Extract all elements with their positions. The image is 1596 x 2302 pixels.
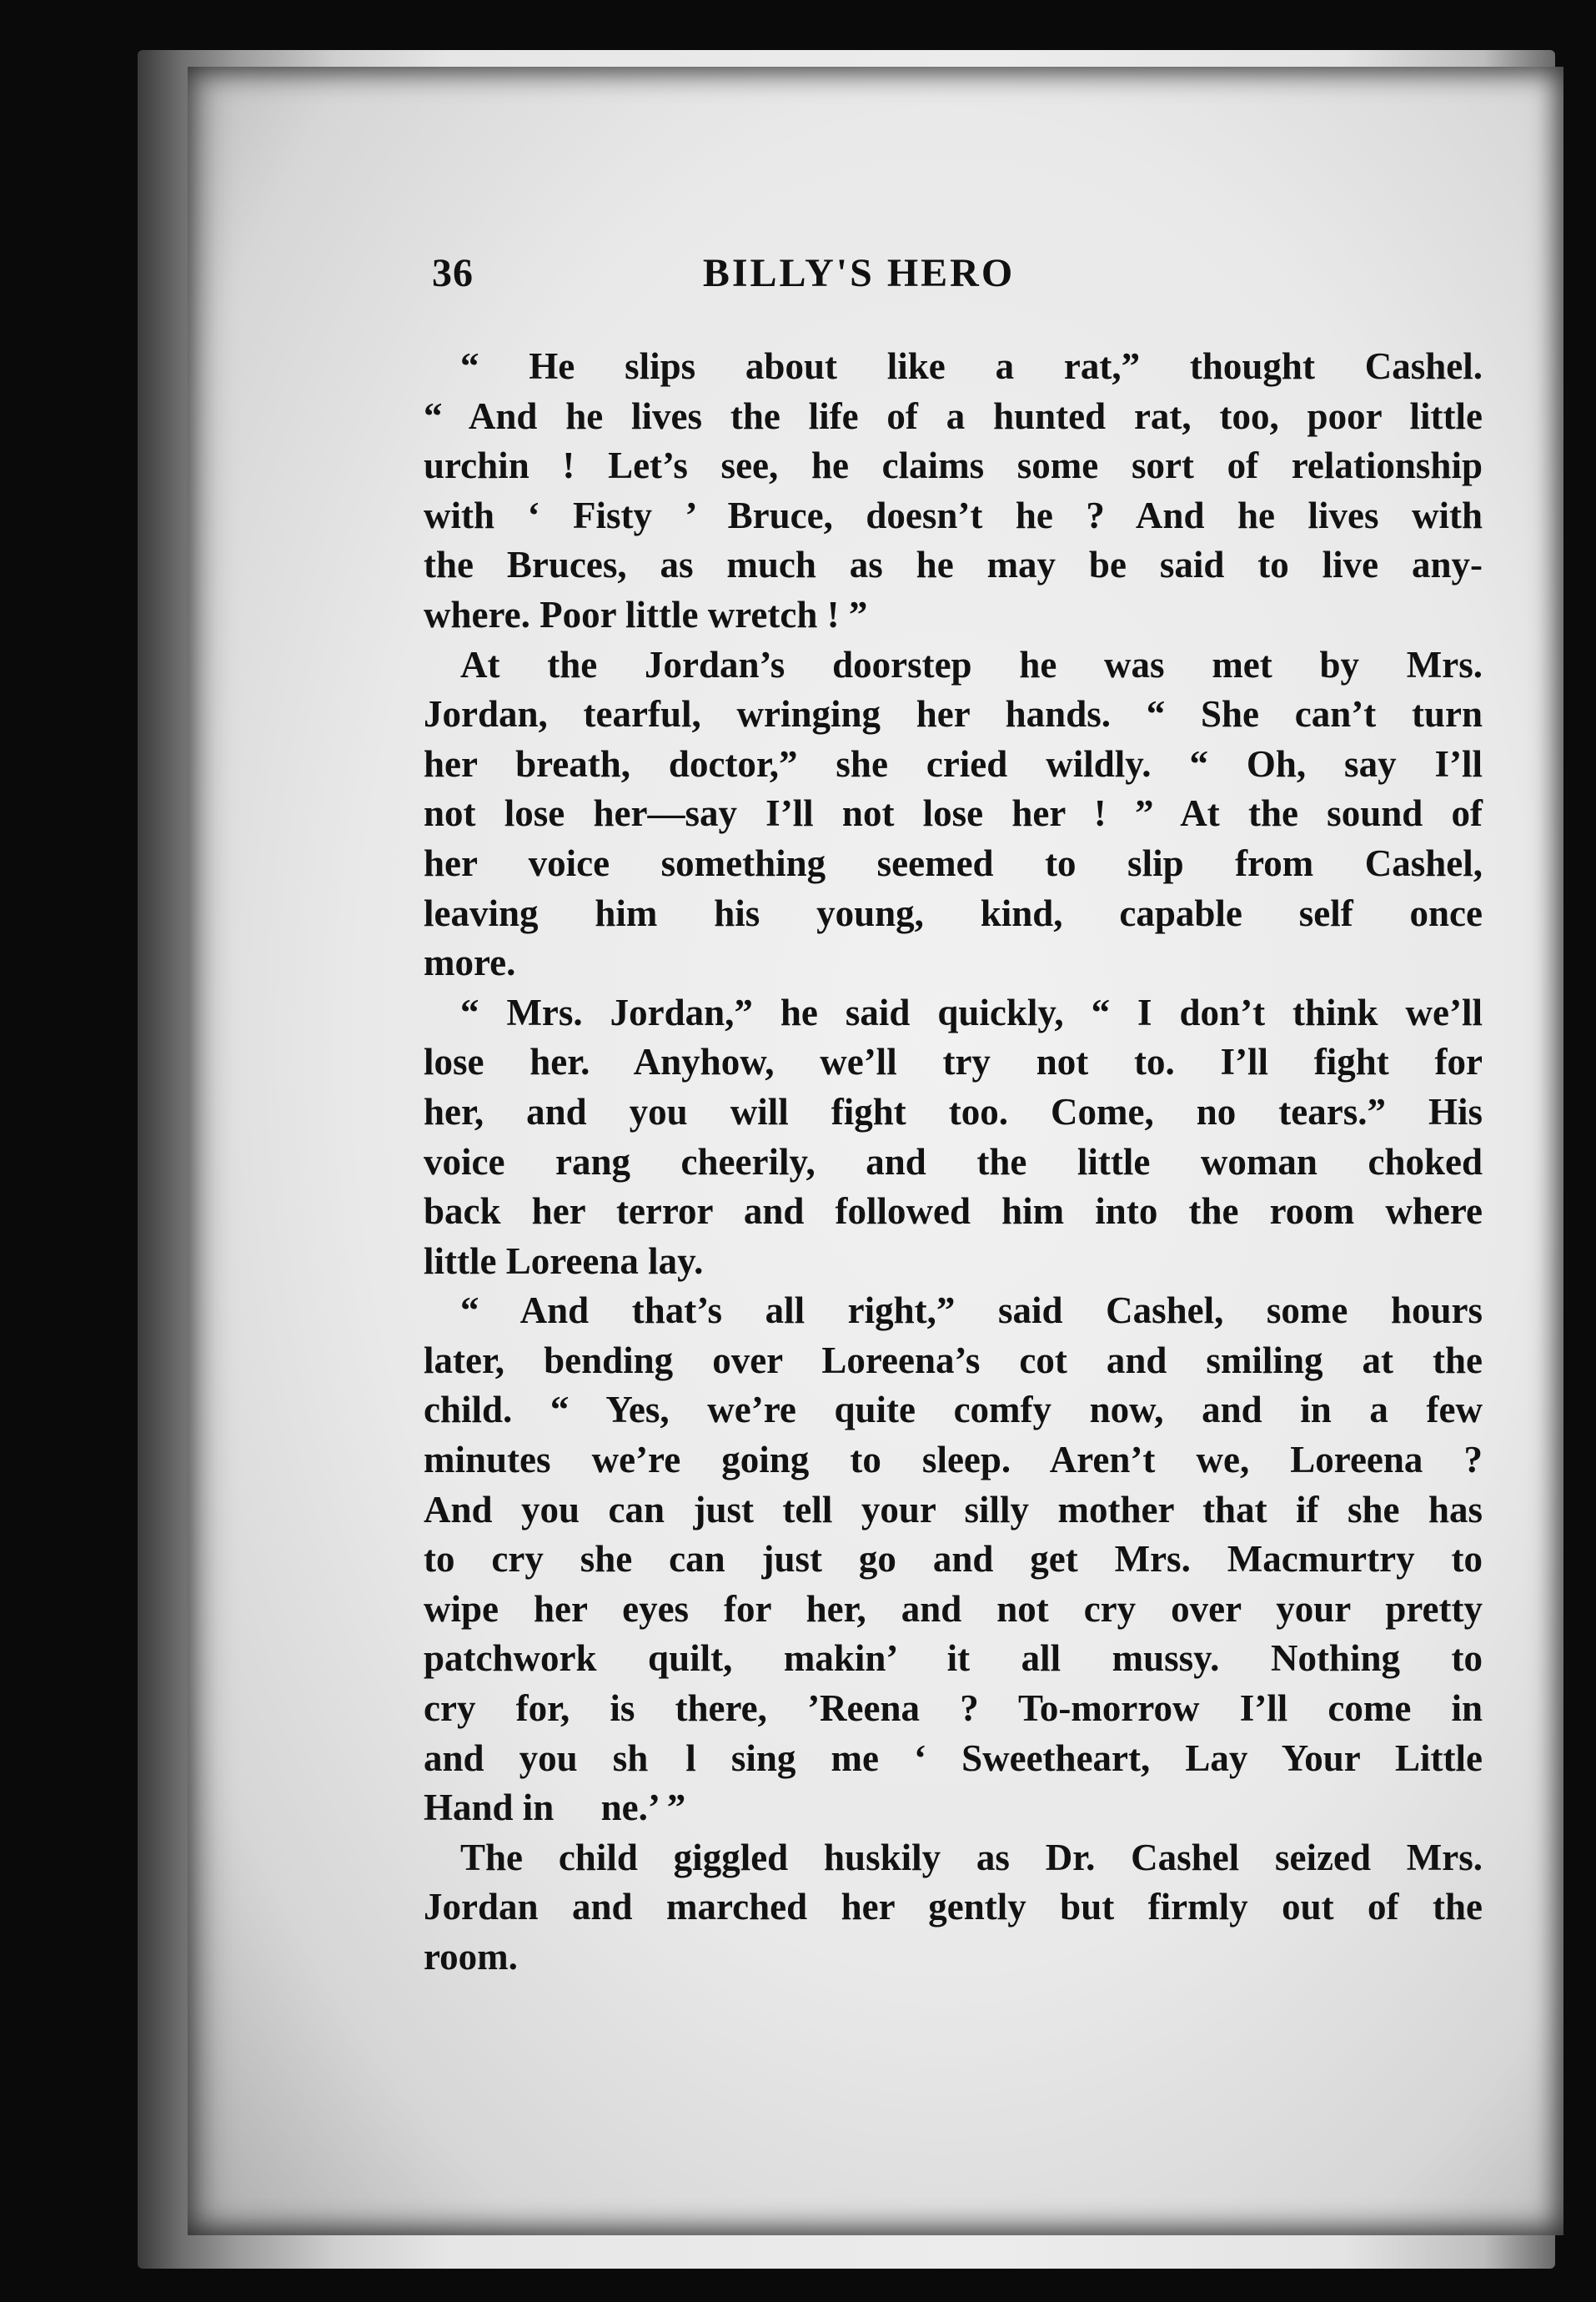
- running-title: BILLY'S HERO: [702, 251, 1016, 295]
- text-line: and you sh l sing me ‘ Sweetheart, Lay Your Little: [424, 1737, 1483, 1779]
- text-line: Jordan, tearful, wringing her hands. “ She can’t turn: [424, 693, 1483, 736]
- text-line: And you can just tell your silly mother that if she has: [424, 1488, 1483, 1530]
- text-line: “ And that’s all right,” said Cashel, some hours: [460, 1289, 1483, 1332]
- text-line: wipe her eyes for her, and not cry over your pretty: [424, 1587, 1483, 1630]
- text-line: not lose her—say I’ll not lose her ! ” At the sound of: [424, 792, 1483, 835]
- text-line: lose her. Anyhow, we’ll try not to. I’ll fight for: [424, 1041, 1483, 1083]
- text-line: “ Mrs. Jordan,” he said quickly, “ I don’t think we’ll: [460, 991, 1483, 1033]
- text-line: cry for, is there, ’Reena ? To-morrow I’ll come in: [424, 1687, 1483, 1730]
- text-line: child. “ Yes, we’re quite comfy now, and in a few: [424, 1389, 1483, 1431]
- text-line: her, and you will fight too. Come, no tears.” His: [424, 1090, 1483, 1133]
- text-line: room.: [424, 1936, 518, 1978]
- text-line: “ And he lives the life of a hunted rat, too, poor little: [424, 395, 1483, 437]
- page-header: [242, 250, 1476, 317]
- text-line: the Bruces, as much as he may be said to live any-: [424, 544, 1483, 586]
- text-line: with ‘ Fisty ’ Bruce, doesn’t he ? And he lives with: [424, 494, 1483, 536]
- text-line: At the Jordan’s doorstep he was met by Mrs.: [460, 643, 1483, 686]
- text-line: her voice something seemed to slip from Cashel,: [424, 842, 1483, 884]
- text-line: later, bending over Loreena’s cot and smiling at the: [424, 1339, 1483, 1381]
- page-number: 36: [432, 251, 474, 295]
- text-line: more.: [424, 942, 516, 984]
- text-line: minutes we’re going to sleep. Aren’t we, Loreena ?: [424, 1439, 1483, 1481]
- text-line: patchwork quilt, makin’ it all mussy. Nothing to: [424, 1637, 1483, 1680]
- text-line: back her terror and followed him into the room where: [424, 1190, 1483, 1233]
- text-line: to cry she can just go and get Mrs. Macmurtry to: [424, 1538, 1483, 1581]
- text-line: Jordan and marched her gently but firmly out of the: [424, 1886, 1483, 1928]
- body-text: [424, 342, 1483, 1983]
- text-line: urchin ! Let’s see, he claims some sort of relationship: [424, 445, 1483, 487]
- text-line: little Loreena lay.: [424, 1239, 704, 1282]
- text-line: leaving him his young, kind, capable self once: [424, 892, 1483, 934]
- text-line: where. Poor little wretch ! ”: [424, 593, 868, 636]
- text-line: “ He slips about like a rat,” thought Cashel.: [460, 345, 1483, 387]
- text-line: voice rang cheerily, and the little woman choked: [424, 1140, 1483, 1183]
- text-line: Hand in ne.’ ”: [424, 1787, 686, 1829]
- text-line: The child giggled huskily as Dr. Cashel seized Mrs.: [460, 1836, 1483, 1878]
- text-line: her breath, doctor,” she cried wildly. “ Oh, say I’ll: [424, 742, 1483, 785]
